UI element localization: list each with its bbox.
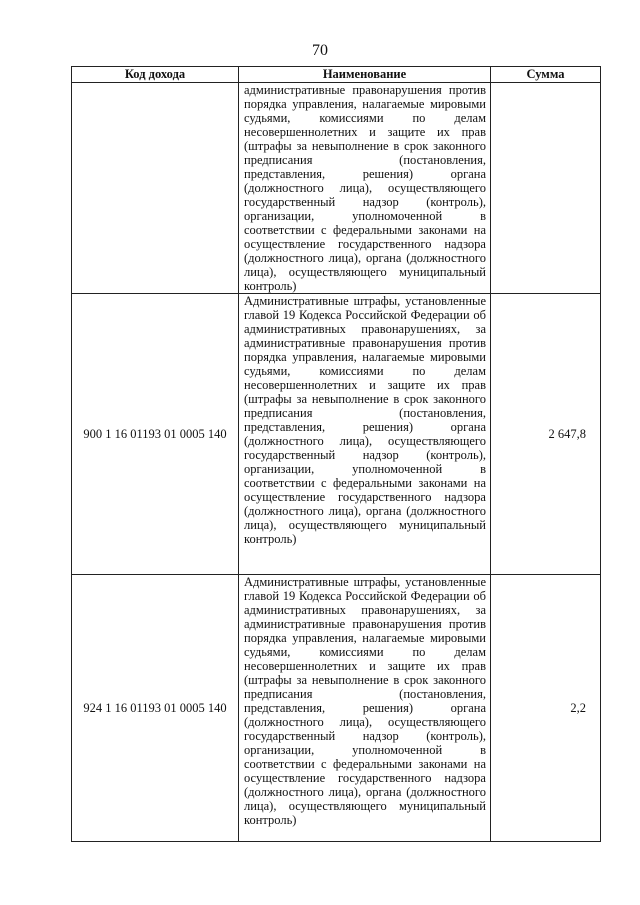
header-name: Наименование — [239, 67, 491, 83]
income-table — [71, 66, 601, 842]
name-cell — [239, 575, 491, 842]
sum-cell: 2,2 — [491, 575, 601, 842]
header-sum: Сумма — [491, 67, 601, 83]
name-clip — [239, 575, 490, 841]
page-number: 70 — [312, 42, 328, 59]
name-clip — [239, 294, 490, 574]
name-clip — [239, 83, 490, 293]
code-cell — [72, 83, 239, 294]
code-cell: 900 1 16 01193 01 0005 140 — [72, 294, 239, 575]
name-cell — [239, 294, 491, 575]
table-row — [72, 83, 601, 294]
name-text: Административные штрафы, установленные главой 19 Кодекса Российской Федерации об административных правонарушениях, за административные правонарушения против порядка управления, налагаемые мировыми судьями, комиссиями по делам несовершеннолетних и защите их прав (штрафы за невыполнение в срок законного предписания (постановления, представления, решения) органа (должностного лица), осуществляющего государственный надзор (контроль), организации, уполномоченной в соответствии с федеральными законами на осуществление государственного надзора (должностного лица), органа (должностного лица), осуществляющего муниципальный контроль) — [244, 294, 486, 546]
name-cell — [239, 83, 491, 294]
header-code: Код дохода — [72, 67, 239, 83]
sum-cell — [491, 83, 601, 294]
name-text: административные правонарушения против порядка управления, налагаемые мировыми судьями, комиссиями по делам несовершеннолетних и защите их прав (штрафы за невыполнение в срок законного предписания (постановления, представления, решения) органа (должностного лица), осуществляющего государственный надзор (контроль), организации, уполномоченной в соответствии с федеральными законами на осуществление государственного надзора (должностного лица), органа (должностного лица), осуществляющего муниципальный контроль) — [244, 83, 486, 293]
table-row — [72, 575, 601, 842]
table-row — [72, 294, 601, 575]
code-cell: 924 1 16 01193 01 0005 140 — [72, 575, 239, 842]
sum-cell: 2 647,8 — [491, 294, 601, 575]
name-text: Административные штрафы, установленные главой 19 Кодекса Российской Федерации об административных правонарушениях, за административные правонарушения против порядка управления, налагаемые мировыми судьями, комиссиями по делам несовершеннолетних и защите их прав (штрафы за невыполнение в срок законного предписания (постановления, представления, решения) органа (должностного лица), осуществляющего государственный надзор (контроль), организации, уполномоченной в соответствии с федеральными законами на осуществление государственного надзора (должностного лица), органа (должностного лица), осуществляющего муниципальный контроль) — [244, 575, 486, 827]
table-header-row — [72, 67, 601, 83]
